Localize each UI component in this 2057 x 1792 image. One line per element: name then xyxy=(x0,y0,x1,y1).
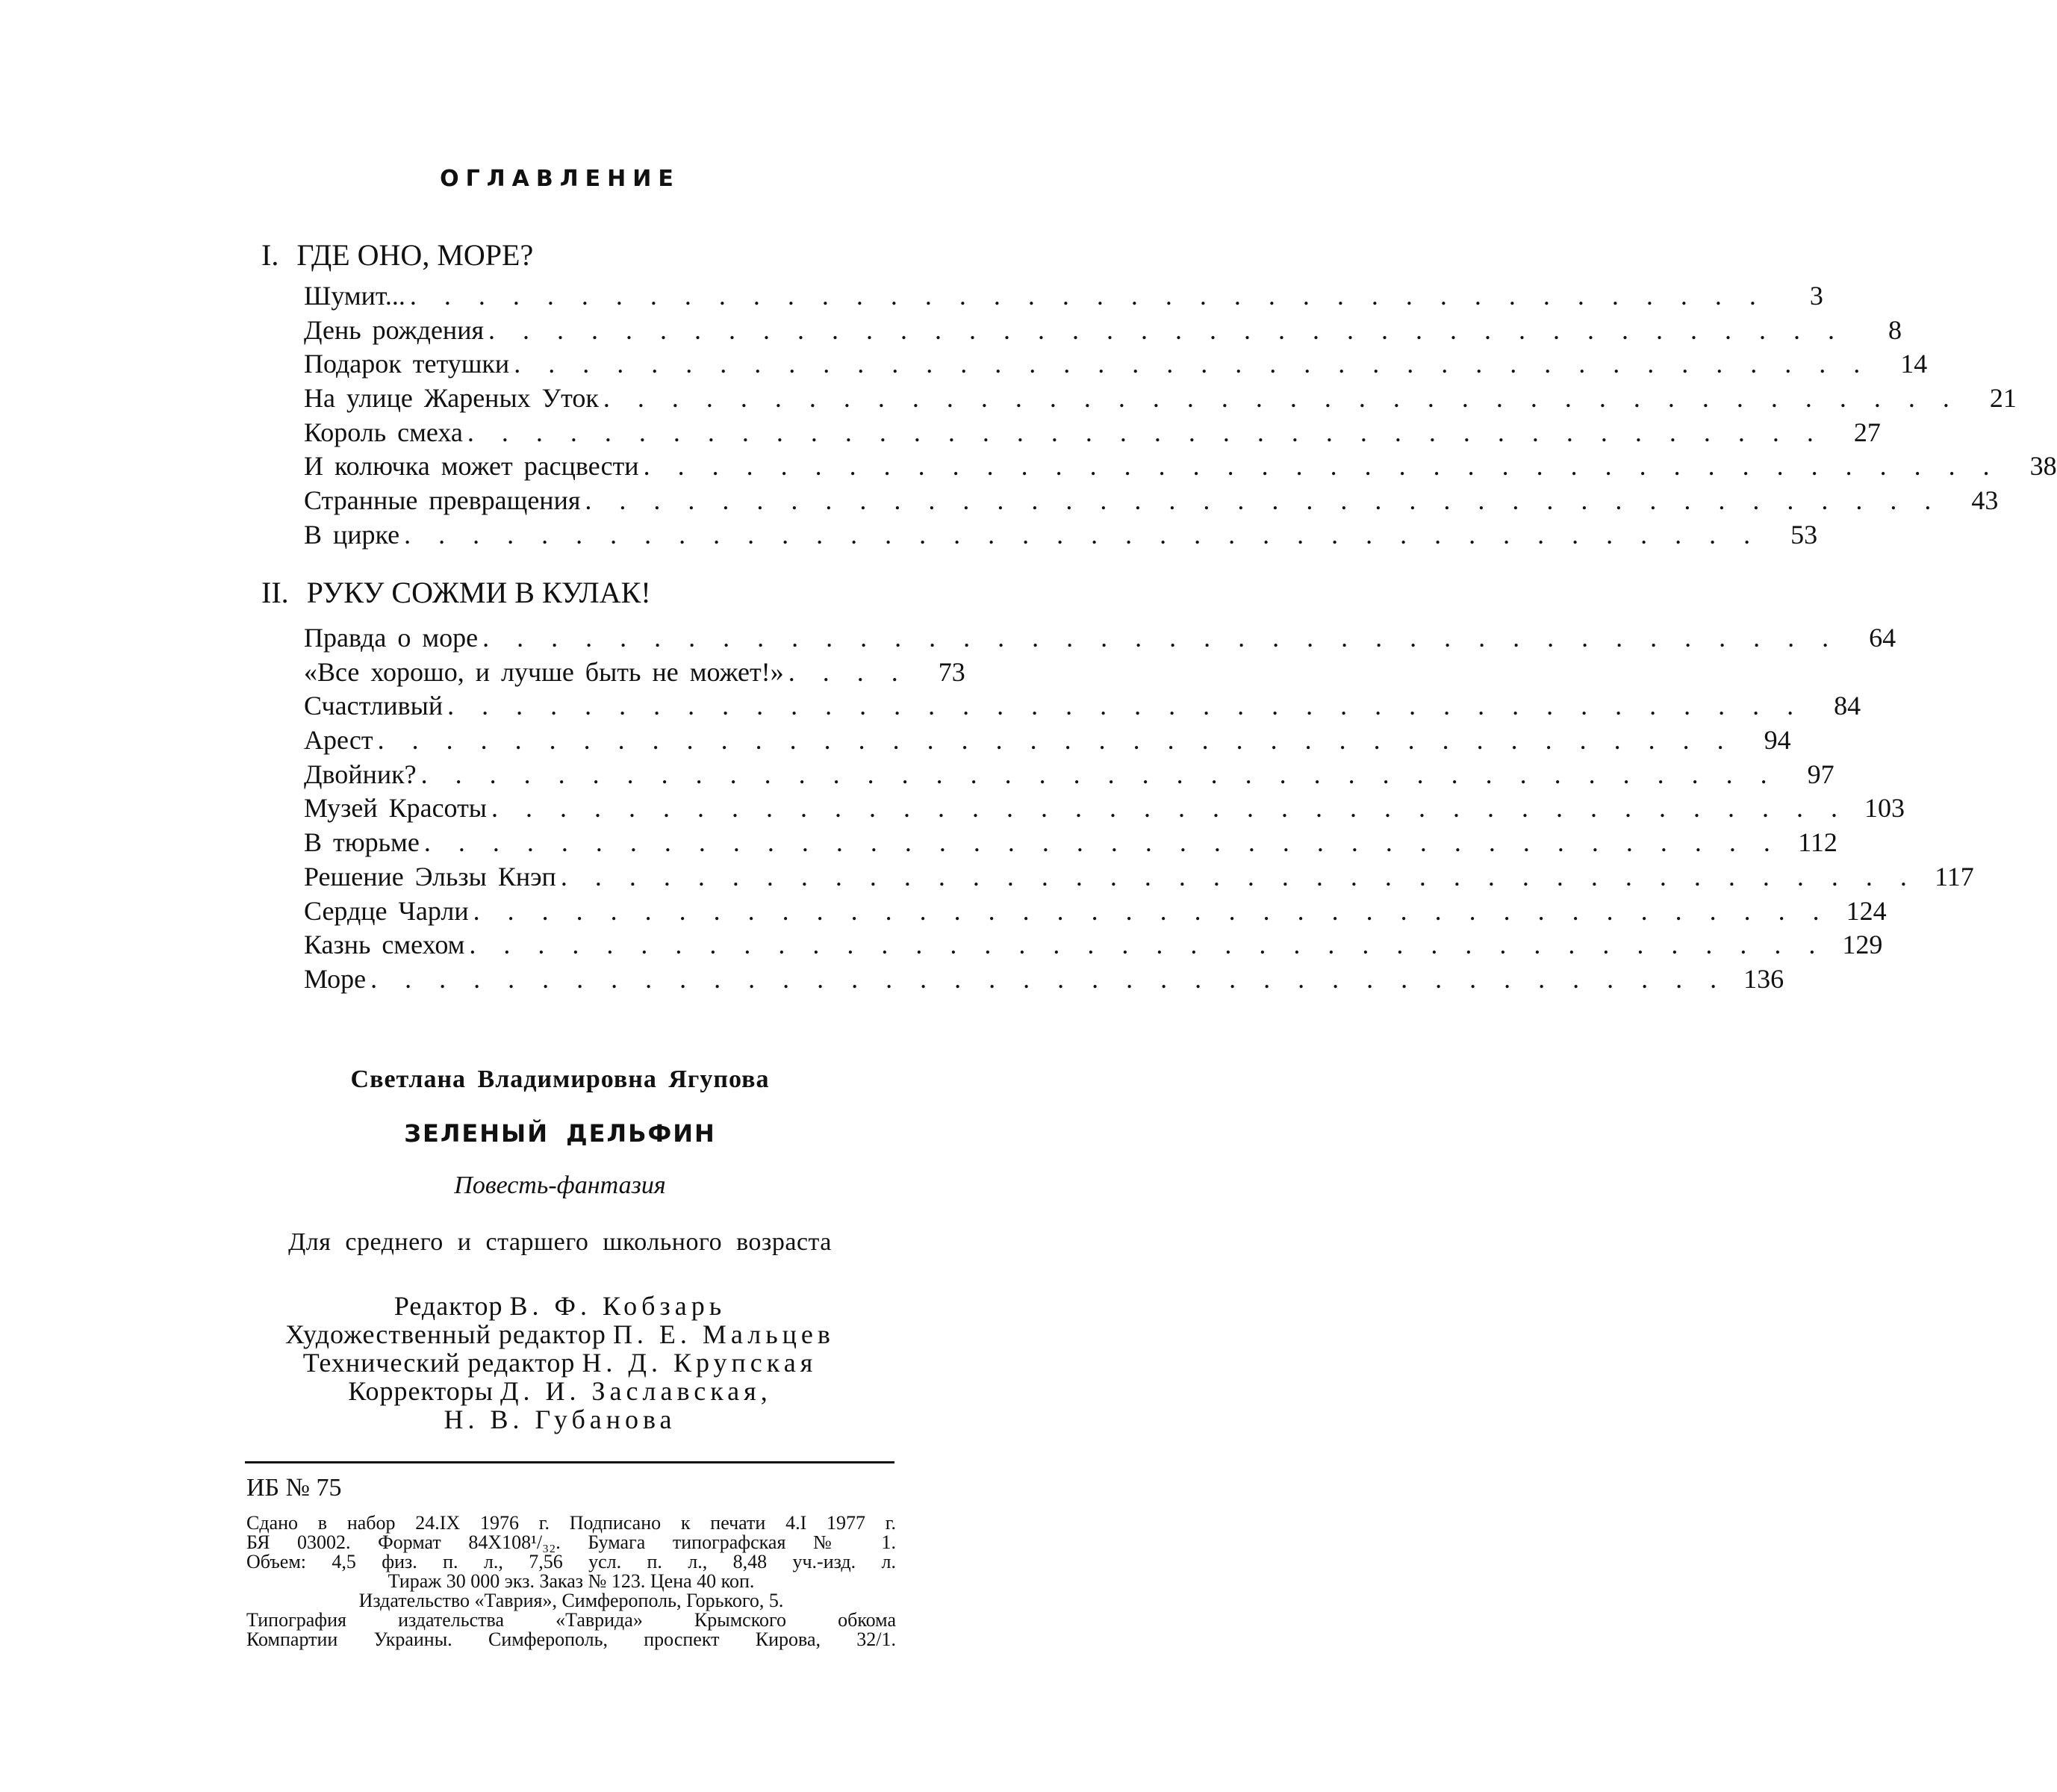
credit-role: Корректоры xyxy=(348,1376,494,1406)
toc-entry-label: Правда о море xyxy=(304,623,479,653)
toc-entry-label: «Все хорошо, и лучше быть не может!» xyxy=(304,656,784,687)
toc-entry[interactable] xyxy=(304,724,1791,759)
toc-entry-label: Подарок тетушки xyxy=(304,349,510,379)
toc-entry-label: Странные превращения xyxy=(304,485,581,516)
credit-name: Д. И. Заславская, xyxy=(500,1376,772,1406)
leader-dots: . . . . . . . . . . . . . . . . . . . . . . . . . . . . . . . . . . . . . . . . xyxy=(467,417,1824,447)
leader-dots: . . . . xyxy=(788,656,909,687)
toc-entry-label: В тюрьме xyxy=(304,827,420,858)
toc-entry-page: 64 xyxy=(1869,623,1896,653)
toc-entry[interactable] xyxy=(304,861,1974,895)
imprint-block xyxy=(246,1473,896,1649)
toc-entry-label: Сердце Чарли xyxy=(304,895,469,926)
ib-number: ИБ № 75 xyxy=(246,1474,342,1502)
section-title: РУКУ СОЖМИ В КУЛАК! xyxy=(306,576,651,609)
leader-dots: . . . . . . . . . . . . . . . . . . . . . . . . . . . . . . . . . . . . . . . . xyxy=(420,759,1778,789)
toc-entry-label: Двойник? xyxy=(304,759,417,789)
toc-entry-label: Море xyxy=(304,963,367,994)
toc-entry-label: Решение Эльзы Кнэп xyxy=(304,861,556,892)
toc-title: ОГЛАВЛЕНИЕ xyxy=(440,166,680,192)
toc-entry[interactable] xyxy=(304,450,2057,485)
imprint-line: Типография издательства «Таврида» Крымского обкома xyxy=(246,1609,896,1631)
toc-entry-page: 103 xyxy=(1864,793,1905,824)
toc-entry-page: 21 xyxy=(1989,383,2017,414)
toc-entry-page: 136 xyxy=(1743,963,1784,994)
toc-entry[interactable] xyxy=(304,519,1818,553)
toc-entry[interactable] xyxy=(304,622,1896,656)
toc-entry-label: И колючка может расцвести xyxy=(304,451,639,482)
toc-entry[interactable] xyxy=(304,792,1905,827)
target-audience: Для среднего и старшего школьного возраста xyxy=(288,1228,832,1256)
toc-entry-page: 73 xyxy=(938,656,965,687)
author-name: Светлана Владимировна Ягупова xyxy=(350,1065,770,1093)
imprint-line: Тираж 30 000 экз. Заказ № 123. Цена 40 коп. xyxy=(388,1570,755,1592)
leader-dots: . . . . . . . . . . . . . . . . . . . . . . . . . . . . . . . . . . . . . . . . xyxy=(473,895,1830,926)
toc-entry[interactable] xyxy=(304,485,1999,519)
credit-name: Н. Д. Крупская xyxy=(582,1348,818,1378)
credit-line xyxy=(0,1377,1120,1405)
leader-dots: . . . . . . . . . . . . . . . . . . . . . . . . . . . . . . . . . . . . . . . . xyxy=(488,314,1846,345)
imprint-line: БЯ 03002. Формат 84X108¹/₃₂. Бумага типографская № 1. xyxy=(246,1531,896,1553)
toc-section-heading xyxy=(261,237,533,273)
leader-dots: . . . . . . . . . . . . . . . . . . . . . . . . . . . . . . . . . . . . . . . . xyxy=(603,383,1960,414)
toc-entry-label: На улице Жареных Уток xyxy=(304,383,599,414)
toc-entry-label: Король смеха xyxy=(304,417,463,447)
toc-entry-page: 14 xyxy=(1900,349,1928,379)
toc-entry[interactable] xyxy=(304,280,1823,314)
credit-role: Редактор xyxy=(393,1291,503,1321)
toc-entry-label: Счастливый xyxy=(304,691,444,721)
toc-section-heading xyxy=(261,575,651,610)
toc-entry[interactable] xyxy=(304,382,2017,417)
toc-entry[interactable] xyxy=(304,827,1837,861)
toc-entry-page: 3 xyxy=(1809,281,1823,311)
credits-block xyxy=(0,1292,1120,1434)
leader-dots: . . . . . . . . . . . . . . . . . . . . . . . . . . . . . . . . . . . . . . . . xyxy=(423,827,1781,858)
leader-dots: . . . . . . . . . . . . . . . . . . . . . . . . . . . . . . . . . . . . . . . . xyxy=(491,793,1848,824)
toc-entry-page: 124 xyxy=(1846,895,1887,926)
imprint-line: Компартии Украины. Симферополь, проспект Кирова, 32/1. xyxy=(246,1628,896,1650)
leader-dots: . . . . . . . . . . . . . . . . . . . . . . . . . . . . . . . . . . . . . . . . xyxy=(469,930,1826,960)
toc-entry[interactable] xyxy=(304,690,1861,724)
toc-entry[interactable] xyxy=(304,895,1887,930)
leader-dots: . . . . . . . . . . . . . . . . . . . . . . . . . . . . . . . . . . . . . . . . xyxy=(560,861,1917,892)
book-genre: Повесть-фантазия xyxy=(454,1172,666,1199)
toc-entry-page: 117 xyxy=(1935,861,1974,892)
credit-line xyxy=(0,1405,1120,1434)
toc-entry[interactable] xyxy=(304,417,1881,451)
toc-entry[interactable] xyxy=(304,314,1902,349)
toc-list xyxy=(304,622,1974,998)
toc-entry-page: 84 xyxy=(1834,691,1861,721)
leader-dots: . . . . . . . . . . . . . . . . . . . . . . . . . . . . . . . . . . . . . . . . xyxy=(643,451,2000,482)
credit-name: Н. В. Губанова xyxy=(444,1404,676,1434)
section-title: ГДЕ ОНО, МОРЕ? xyxy=(296,238,534,272)
credit-role: Художественный редактор xyxy=(285,1319,606,1349)
toc-entry[interactable] xyxy=(304,929,1883,963)
horizontal-rule xyxy=(245,1461,894,1463)
leader-dots: . . . . . . . . . . . . . . . . . . . . . . . . . . . . . . . . . . . . . . . . xyxy=(514,349,1871,379)
leader-dots: . . . . . . . . . . . . . . . . . . . . . . . . . . . . . . . . . . . . . . . . xyxy=(447,691,1805,721)
imprint-line: Объем: 4,5 физ. п. л., 7,56 усл. п. л., 8,48 уч.-изд. л. xyxy=(246,1551,896,1572)
credit-line xyxy=(0,1292,1120,1320)
toc-entry[interactable] xyxy=(304,348,1928,382)
toc-entry-page: 94 xyxy=(1764,725,1791,756)
toc-entry-label: Казнь смехом xyxy=(304,930,465,960)
toc-entry-label: В цирке xyxy=(304,519,400,550)
toc-entry-label: Арест xyxy=(304,725,373,756)
toc-entry-label: День рождения xyxy=(304,314,485,345)
toc-entry-page: 38 xyxy=(2029,451,2057,482)
leader-dots: . . . . . . . . . . . . . . . . . . . . . . . . . . . . . . . . . . . . . . . . xyxy=(482,623,1840,653)
toc-entry[interactable] xyxy=(304,963,1784,998)
section-number: II. xyxy=(261,576,289,609)
toc-entry-page: 129 xyxy=(1842,930,1883,960)
toc-list xyxy=(304,280,2057,553)
toc-entry-page: 97 xyxy=(1807,759,1835,789)
credit-line xyxy=(0,1320,1120,1348)
credit-role: Технический редактор xyxy=(302,1348,576,1378)
toc-entry[interactable] xyxy=(304,759,1835,793)
leader-dots: . . . . . . . . . . . . . . . . . . . . . . . . . . . . . . . . . . . . . . . . xyxy=(409,281,1767,311)
toc-entry-page: 8 xyxy=(1888,314,1902,345)
credit-line xyxy=(0,1348,1120,1377)
toc-entry-page: 112 xyxy=(1798,827,1837,858)
leader-dots: . . . . . . . . . . . . . . . . . . . . . . . . . . . . . . . . . . . . . . . . xyxy=(585,485,1942,516)
imprint-line: Сдано в набор 24.IX 1976 г. Подписано к печати 4.I 1977 г. xyxy=(246,1512,896,1534)
toc-entry[interactable] xyxy=(304,656,965,691)
leader-dots: . . . . . . . . . . . . . . . . . . . . . . . . . . . . . . . . . . . . . . . . xyxy=(404,519,1761,550)
book-title: ЗЕЛЕНЫЙ ДЕЛЬФИН xyxy=(404,1119,716,1148)
leader-dots: . . . . . . . . . . . . . . . . . . . . . . . . . . . . . . . . . . . . . . . . xyxy=(377,725,1734,756)
credit-name: В. Ф. Кобзарь xyxy=(509,1291,726,1321)
toc-entry-page: 27 xyxy=(1853,417,1881,447)
imprint-line: Издательство «Таврия», Симферополь, Горького, 5. xyxy=(358,1590,784,1611)
toc-entry-page: 43 xyxy=(1971,485,1999,516)
toc-entry-page: 53 xyxy=(1790,519,1818,550)
section-number: I. xyxy=(261,238,279,272)
toc-entry-label: Шумит... xyxy=(304,281,405,311)
credit-name: П. Е. Мальцев xyxy=(612,1319,835,1349)
leader-dots: . . . . . . . . . . . . . . . . . . . . . . . . . . . . . . . . . . . . . . . . xyxy=(370,963,1728,994)
toc-entry-label: Музей Красоты xyxy=(304,793,487,824)
